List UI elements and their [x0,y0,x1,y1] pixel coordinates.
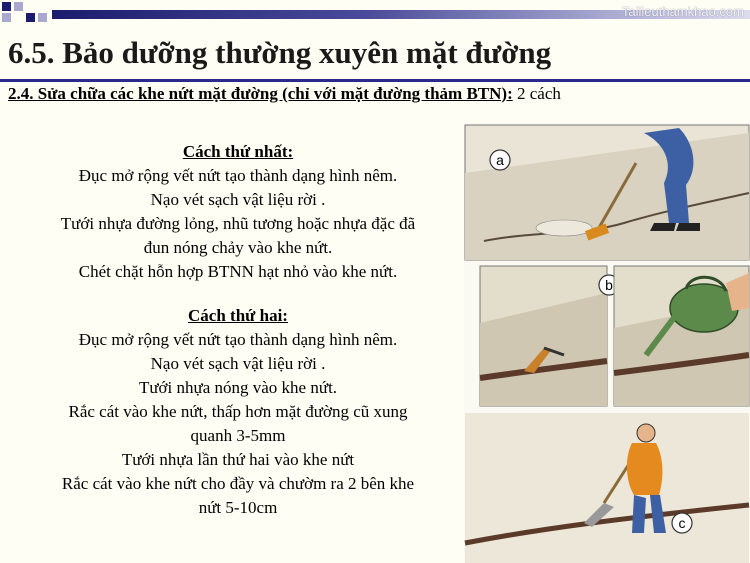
crack-repair-illustration [464,123,750,563]
method-two-line: Đục mở rộng vết nứt tạo thành dạng hình nêm. [78,330,398,349]
title-divider [0,79,750,82]
panel-a [465,125,749,260]
method-two-line: Rắc cát vào khe nứt cho đầy và chườm ra 2 bên khe [61,474,415,493]
method-two-line: Rắc cát vào khe nứt, thấp hơn mặt đường cũ xung [68,402,408,421]
slide-title: 6.5. Bảo dưỡng thường xuyên mặt đường [8,35,552,70]
method-one-line: Nạo vét sạch vật liệu rời . [150,190,326,209]
panel-c [465,413,749,563]
panel-c-label: c [678,515,686,531]
method-two-line: Tưới nhựa lần thứ hai vào khe nứt [121,450,355,469]
method-two-line: Nạo vét sạch vật liệu rời . [150,354,326,373]
method-one-heading: Cách thứ nhất: [182,142,294,161]
method-two-line: quanh 3-5mm [190,426,286,445]
panel-b-label: b [605,277,613,293]
method-one-line: Đục mở rộng vết nứt tạo thành dạng hình nêm. [78,166,398,185]
watermark: Tailieuthamkhao.com [621,4,744,19]
subtitle-bold: 2.4. Sửa chữa các khe nứt mặt đường (chỉ với mặt đường thảm BTN): [8,84,513,103]
panel-b-left [480,266,619,406]
method-two-line: nứt 5-10cm [198,498,278,517]
subtitle-plain: 2 cách [512,84,561,103]
method-one-line: đun nóng chảy vào khe nứt. [143,238,333,257]
method-two-heading: Cách thứ hai: [188,306,288,325]
panel-b-right [614,266,749,406]
method-one-line: Tưới nhựa đường lỏng, nhũ tương hoặc nhựa đặc đã [60,214,416,233]
method-one-block [12,140,464,284]
method-two-line: Tưới nhựa nóng vào khe nứt. [138,378,338,397]
method-two-block [12,304,464,520]
panel-a-label: a [496,152,504,168]
section-subtitle [8,84,561,104]
method-one-line: Chét chặt hỗn hợp BTNN hạt nhỏ vào khe nứt. [78,262,398,281]
